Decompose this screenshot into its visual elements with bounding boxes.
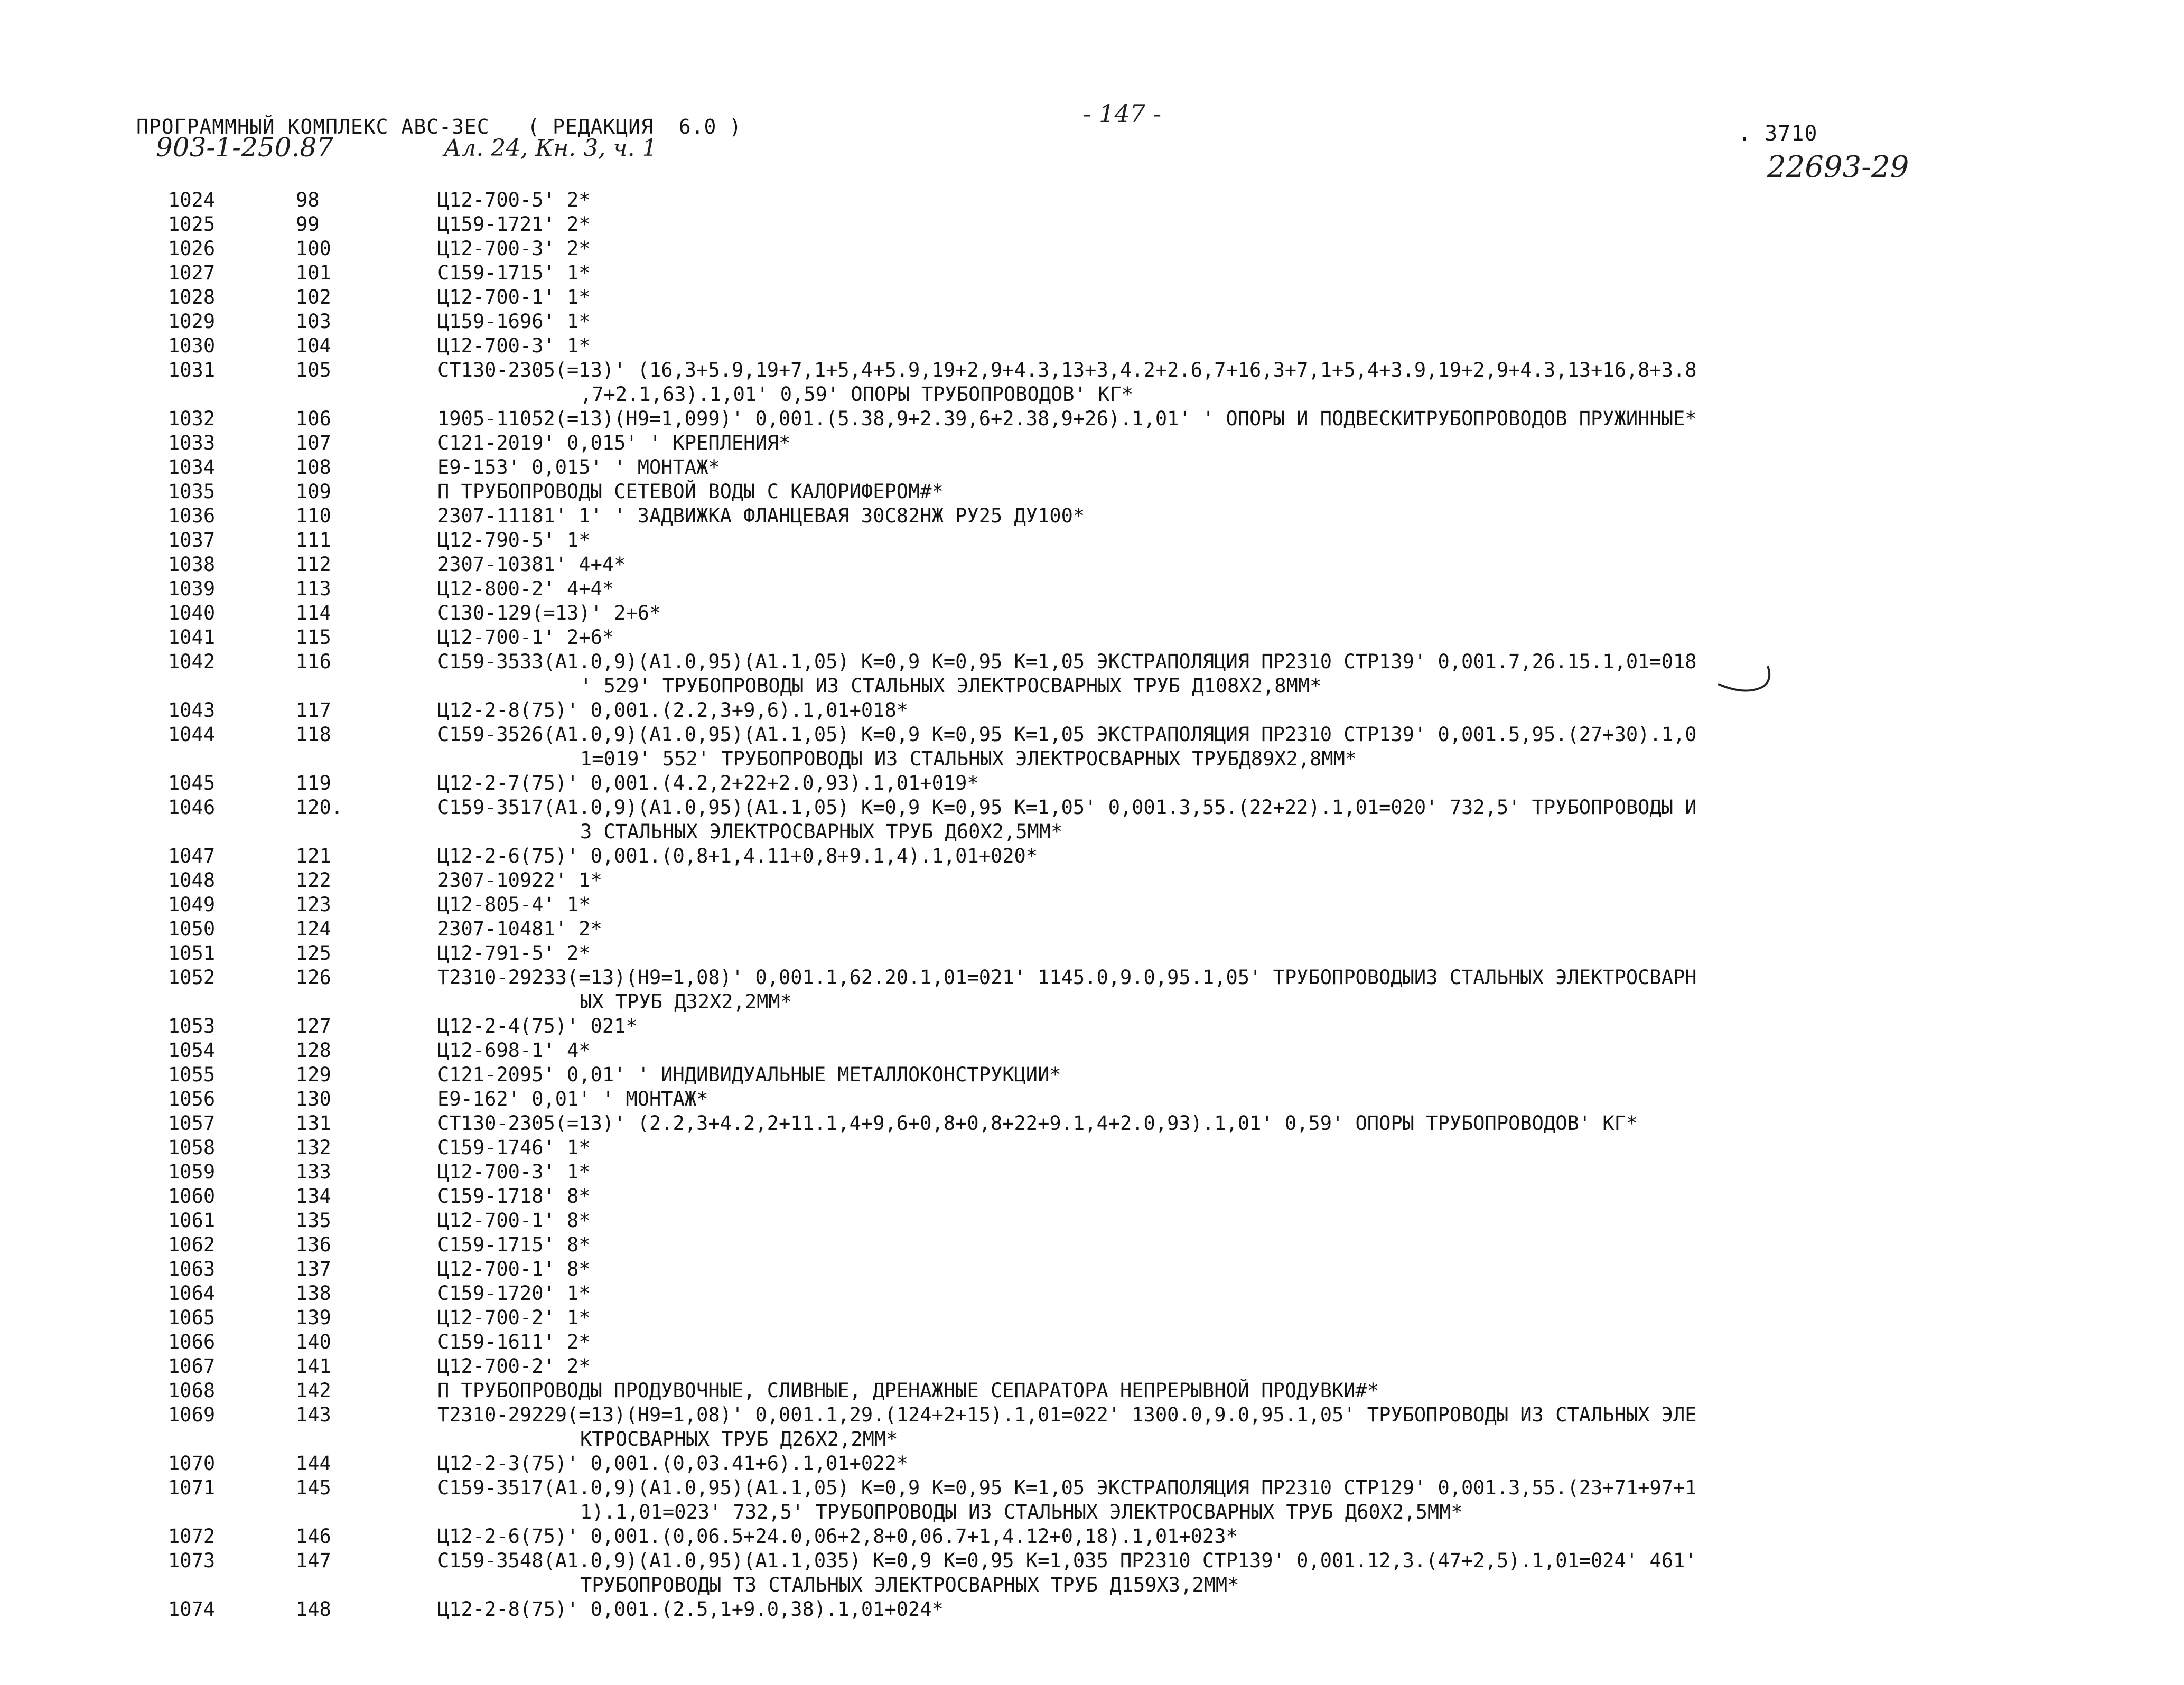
statement-line: Ц12-700-1' 2+6*	[437, 626, 614, 649]
statement-text	[437, 1549, 2022, 1597]
statement-text	[437, 553, 2022, 577]
statement-line: Е9-162' 0,01' ' МОНТАЖ*	[437, 1088, 708, 1110]
statement-text	[437, 261, 2022, 285]
line-number: 1031	[168, 359, 216, 381]
line-number: 1028	[168, 286, 216, 308]
statement-text	[437, 237, 2022, 261]
line-number: 1067	[168, 1355, 216, 1378]
listing-row	[0, 1209, 2184, 1233]
listing-row	[0, 1549, 2184, 1597]
statement-text	[437, 893, 2022, 917]
statement-line: Ц12-700-5' 2*	[437, 189, 591, 211]
line-number: 1029	[168, 310, 216, 333]
listing-row	[0, 1184, 2184, 1209]
listing-row	[0, 1306, 2184, 1330]
line-number: 1056	[168, 1088, 216, 1110]
sequence-number: 106	[296, 407, 331, 430]
listing-row	[0, 407, 2184, 431]
sequence-number: 109	[296, 480, 331, 503]
statement-text	[437, 1038, 2022, 1063]
statement-continuation: ЫХ ТРУБ Д32Х2,2ММ*	[580, 990, 792, 1013]
statement-text	[437, 625, 2022, 650]
statement-text	[437, 601, 2022, 625]
page-number: - 147 -	[1083, 99, 1162, 128]
line-number: 1026	[168, 237, 216, 260]
listing-row	[0, 553, 2184, 577]
listing-row	[0, 310, 2184, 334]
sequence-number: 131	[296, 1112, 331, 1135]
statement-text	[437, 844, 2022, 868]
sequence-number: 117	[296, 699, 331, 722]
sequence-number: 112	[296, 553, 331, 576]
line-number: 1071	[168, 1476, 216, 1499]
statement-line: С121-2019' 0,015' ' КРЕПЛЕНИЯ*	[437, 432, 791, 454]
statement-continuation: ' 529' ТРУБОПРОВОДЫ ИЗ СТАЛЬНЫХ ЭЛЕКТРОСВАРНЫХ ТРУБ Д108Х2,8ММ*	[580, 675, 1322, 697]
sequence-number: 110	[296, 504, 331, 527]
statement-line: Е9-153' 0,015' ' МОНТАЖ*	[437, 456, 720, 479]
listing-row	[0, 1330, 2184, 1354]
line-number: 1047	[168, 845, 216, 867]
statement-text	[437, 795, 2022, 844]
line-number: 1039	[168, 577, 216, 600]
line-number: 1050	[168, 918, 216, 940]
statement-line: Ц12-2-8(75)' 0,001.(2.2,3+9,6).1,01+018*	[437, 699, 909, 722]
listing-row	[0, 1257, 2184, 1281]
sequence-number: 134	[296, 1185, 331, 1207]
statement-continuation: ,7+2.1,63).1,01' 0,59' ОПОРЫ ТРУБОПРОВОДОВ' КГ*	[580, 383, 1133, 406]
statement-text	[437, 504, 2022, 528]
statement-line: С130-129(=13)' 2+6*	[437, 602, 661, 624]
sequence-number: 130	[296, 1088, 331, 1110]
statement-line: П ТРУБОПРОВОДЫ ПРОДУВОЧНЫЕ, СЛИВНЫЕ, ДРЕНАЖНЫЕ СЕПАРАТОРА НЕПРЕРЫВНОЙ ПРОДУВКИ#*	[437, 1379, 1379, 1402]
statement-text	[437, 358, 2022, 407]
line-number: 1058	[168, 1136, 216, 1159]
statement-line: 2307-10481' 2*	[437, 918, 602, 940]
listing-row	[0, 1524, 2184, 1549]
line-number: 1024	[168, 189, 216, 211]
line-number: 1043	[168, 699, 216, 722]
statement-text	[437, 966, 2022, 1014]
sequence-number: 100	[296, 237, 331, 260]
line-number: 1052	[168, 966, 216, 989]
line-number: 1074	[168, 1598, 216, 1621]
program-header: ПРОГРАММНЫЙ КОМПЛЕКС АВС-ЗЕС ( РЕДАКЦИЯ 6.0 )	[136, 115, 742, 138]
listing-row	[0, 1281, 2184, 1306]
line-number: 1069	[168, 1403, 216, 1426]
sequence-number: 113	[296, 577, 331, 600]
sequence-number: 140	[296, 1331, 331, 1353]
sequence-number: 128	[296, 1039, 331, 1062]
listing-row	[0, 237, 2184, 261]
listing-row	[0, 601, 2184, 625]
sequence-number: 142	[296, 1379, 331, 1402]
statement-line: Ц12-791-5' 2*	[437, 942, 591, 965]
statement-line: Ц12-700-3' 1*	[437, 334, 591, 357]
statement-text	[437, 917, 2022, 941]
sequence-number: 136	[296, 1233, 331, 1256]
line-number: 1034	[168, 456, 216, 479]
statement-text	[437, 1014, 2022, 1038]
line-number: 1032	[168, 407, 216, 430]
statement-text	[437, 941, 2022, 966]
line-number: 1073	[168, 1549, 216, 1572]
sequence-number: 121	[296, 845, 331, 867]
sequence-number: 124	[296, 918, 331, 940]
statement-line: Ц12-700-1' 8*	[437, 1209, 591, 1232]
statement-text	[437, 1281, 2022, 1306]
sequence-number: 107	[296, 432, 331, 454]
listing-row	[0, 868, 2184, 893]
statement-line: Ц12-790-5' 1*	[437, 529, 591, 551]
statement-line: 2307-10922' 1*	[437, 869, 602, 892]
handwritten-album: Ал. 24, Кн. 3, ч. 1	[444, 135, 657, 162]
statement-text	[437, 650, 2022, 698]
statement-line: Ц12-2-6(75)' 0,001.(0,8+1,4.11+0,8+9.1,4).1,01+020*	[437, 845, 1038, 867]
line-number: 1035	[168, 480, 216, 503]
statement-line: С159-1715' 1*	[437, 261, 591, 284]
listing-row	[0, 455, 2184, 480]
sequence-number: 141	[296, 1355, 331, 1378]
statement-line: Ц12-800-2' 4+4*	[437, 577, 614, 600]
statement-text	[437, 1354, 2022, 1379]
handwritten-mark	[1717, 663, 1775, 700]
statement-text	[437, 723, 2022, 771]
statement-line: Ц159-1696' 1*	[437, 310, 591, 333]
statement-continuation: 3 СТАЛЬНЫХ ЭЛЕКТРОСВАРНЫХ ТРУБ Д60Х2,5ММ*	[580, 820, 1063, 843]
statement-text	[437, 188, 2022, 212]
sequence-number: 145	[296, 1476, 331, 1499]
line-number: 1059	[168, 1160, 216, 1183]
listing-row	[0, 285, 2184, 310]
sequence-number: 98	[296, 189, 320, 211]
listing-row	[0, 1379, 2184, 1403]
line-number: 1030	[168, 334, 216, 357]
statement-line: С159-1611' 2*	[437, 1331, 591, 1353]
statement-line: Т2310-29229(=13)(Н9=1,08)' 0,001.1,29.(124+2+15).1,01=022' 1300.0,9.0,95.1,05' ТРУБОПРОВОДЫ ИЗ СТАЛЬНЫХ ЭЛЕ	[437, 1403, 1697, 1426]
sequence-number: 147	[296, 1549, 331, 1572]
statement-line: С159-1715' 8*	[437, 1233, 591, 1256]
sequence-number: 104	[296, 334, 331, 357]
line-number: 1057	[168, 1112, 216, 1135]
statement-line: С159-1746' 1*	[437, 1136, 591, 1159]
listing-row	[0, 723, 2184, 771]
statement-text	[437, 455, 2022, 480]
line-number: 1070	[168, 1452, 216, 1475]
line-number: 1040	[168, 602, 216, 624]
statement-line: Ц12-700-2' 1*	[437, 1306, 591, 1329]
sequence-number: 118	[296, 723, 331, 746]
sequence-number: 135	[296, 1209, 331, 1232]
listing-row	[0, 893, 2184, 917]
listing-row	[0, 966, 2184, 1014]
line-number: 1044	[168, 723, 216, 746]
statement-text	[437, 1063, 2022, 1087]
listing-row	[0, 1452, 2184, 1476]
sequence-number: 114	[296, 602, 331, 624]
line-number: 1027	[168, 261, 216, 284]
statement-text	[437, 334, 2022, 358]
statement-continuation: 1=019' 552' ТРУБОПРОВОДЫ ИЗ СТАЛЬНЫХ ЭЛЕКТРОСВАРНЫХ ТРУБД89Х2,8ММ*	[580, 747, 1357, 770]
statement-text	[437, 1087, 2022, 1111]
statement-text	[437, 1379, 2022, 1403]
statement-text	[437, 868, 2022, 893]
line-number: 1063	[168, 1258, 216, 1280]
listing-row	[0, 795, 2184, 844]
statement-text	[437, 1306, 2022, 1330]
statement-text	[437, 577, 2022, 601]
listing-row	[0, 212, 2184, 237]
line-number: 1051	[168, 942, 216, 965]
listing-row	[0, 1014, 2184, 1038]
listing-row	[0, 698, 2184, 723]
statement-text	[437, 1136, 2022, 1160]
listing-row	[0, 917, 2184, 941]
statement-line: Ц12-700-2' 2*	[437, 1355, 591, 1378]
statement-text	[437, 1524, 2022, 1549]
sequence-number: 105	[296, 359, 331, 381]
statement-text	[437, 407, 2022, 431]
sequence-number: 120.	[296, 796, 343, 819]
line-number: 1062	[168, 1233, 216, 1256]
statement-text	[437, 480, 2022, 504]
line-number: 1045	[168, 772, 216, 794]
statement-line: Т2310-29233(=13)(Н9=1,08)' 0,001.1,62.20.1,01=021' 1145.0,9.0,95.1,05' ТРУБОПРОВОДЫИЗ СТАЛЬНЫХ ЭЛЕКТРОСВАРН	[437, 966, 1697, 989]
listing-row	[0, 577, 2184, 601]
statement-continuation: КТРОСВАРНЫХ ТРУБ Д26Х2,2ММ*	[580, 1428, 898, 1450]
statement-line: Ц12-700-3' 1*	[437, 1160, 591, 1183]
statement-text	[437, 771, 2022, 795]
statement-line: Ц12-698-1' 4*	[437, 1039, 591, 1062]
statement-text	[437, 1452, 2022, 1476]
sequence-number: 132	[296, 1136, 331, 1159]
statement-line: П ТРУБОПРОВОДЫ СЕТЕВОЙ ВОДЫ С КАЛОРИФЕРОМ#*	[437, 480, 944, 503]
statement-line: СТ130-2305(=13)' (16,3+5.9,19+7,1+5,4+5.9,19+2,9+4.3,13+3,4.2+2.6,7+16,3+7,1+5,4+3.9,19+2,9+4.3,13+16,8+3.8	[437, 359, 1697, 381]
sequence-number: 102	[296, 286, 331, 308]
statement-text	[437, 285, 2022, 310]
listing-row	[0, 528, 2184, 553]
line-number: 1025	[168, 213, 216, 236]
statement-text	[437, 1403, 2022, 1452]
line-number: 1068	[168, 1379, 216, 1402]
listing-row	[0, 358, 2184, 407]
line-number: 1042	[168, 650, 216, 673]
sequence-number: 108	[296, 456, 331, 479]
line-number: 1066	[168, 1331, 216, 1353]
sequence-number: 143	[296, 1403, 331, 1426]
code-right: . 3710	[1738, 121, 1818, 146]
sequence-number: 139	[296, 1306, 331, 1329]
listing-row	[0, 1063, 2184, 1087]
sequence-number: 123	[296, 893, 331, 916]
listing-row	[0, 1403, 2184, 1452]
listing-row	[0, 504, 2184, 528]
sequence-number: 115	[296, 626, 331, 649]
line-number: 1048	[168, 869, 216, 892]
program-listing	[0, 188, 2184, 1622]
statement-text	[437, 698, 2022, 723]
listing-row	[0, 334, 2184, 358]
line-number: 1038	[168, 553, 216, 576]
listing-row	[0, 261, 2184, 285]
statement-line: 2307-11181' 1' ' ЗАДВИЖКА ФЛАНЦЕВАЯ 30С82НЖ РУ25 ДУ100*	[437, 504, 1085, 527]
sequence-number: 119	[296, 772, 331, 794]
sequence-number: 146	[296, 1525, 331, 1548]
line-number: 1046	[168, 796, 216, 819]
listing-row	[0, 1597, 2184, 1622]
line-number: 1064	[168, 1282, 216, 1305]
line-number: 1060	[168, 1185, 216, 1207]
statement-line: С159-3526(А1.0,9)(А1.0,95)(А1.1,05) К=0,9 К=0,95 К=1,05 ЭКСТРАПОЛЯЦИЯ ПР2310 СТР139' 0,001.5,95.(27+30).1,0	[437, 723, 1697, 746]
statement-line: С159-1718' 8*	[437, 1185, 591, 1207]
statement-text	[437, 431, 2022, 455]
sequence-number: 127	[296, 1015, 331, 1037]
statement-text	[437, 1111, 2022, 1136]
statement-continuation: 1).1,01=023' 732,5' ТРУБОПРОВОДЫ ИЗ СТАЛЬНЫХ ЭЛЕКТРОСВАРНЫХ ТРУБ Д60Х2,5ММ*	[580, 1501, 1463, 1523]
line-number: 1072	[168, 1525, 216, 1548]
statement-text	[437, 1160, 2022, 1184]
listing-row	[0, 1136, 2184, 1160]
statement-text	[437, 1209, 2022, 1233]
listing-row	[0, 480, 2184, 504]
line-number: 1055	[168, 1063, 216, 1086]
statement-text	[437, 310, 2022, 334]
statement-line: С159-3548(А1.0,9)(А1.0,95)(А1.1,035) К=0,9 К=0,95 К=1,035 ПР2310 СТР139' 0,001.12,3.(47+2,5).1,01=024' 461'	[437, 1549, 1697, 1572]
listing-row	[0, 1354, 2184, 1379]
sequence-number: 137	[296, 1258, 331, 1280]
line-number: 1065	[168, 1306, 216, 1329]
listing-row	[0, 1038, 2184, 1063]
listing-row	[0, 771, 2184, 795]
listing-row	[0, 625, 2184, 650]
listing-row	[0, 1111, 2184, 1136]
listing-row	[0, 941, 2184, 966]
statement-line: Ц12-2-3(75)' 0,001.(0,03.41+6).1,01+022*	[437, 1452, 909, 1475]
statement-line: Ц12-700-3' 2*	[437, 237, 591, 260]
statement-line: 1905-11052(=13)(Н9=1,099)' 0,001.(5.38,9+2.39,6+2.38,9+26).1,01' ' ОПОРЫ И ПОДВЕСКИТРУБОПРОВОДОВ ПРУЖИННЫЕ*	[437, 407, 1697, 430]
handwritten-sheet-number: 22693-29	[1767, 150, 1909, 184]
sequence-number: 129	[296, 1063, 331, 1086]
listing-row	[0, 1160, 2184, 1184]
statement-line: 2307-10381' 4+4*	[437, 553, 626, 576]
line-number: 1037	[168, 529, 216, 551]
sequence-number: 148	[296, 1598, 331, 1621]
statement-line: Ц12-2-8(75)' 0,001.(2.5,1+9.0,38).1,01+024*	[437, 1598, 944, 1621]
listing-row	[0, 431, 2184, 455]
statement-line: Ц159-1721' 2*	[437, 213, 591, 236]
statement-text	[437, 528, 2022, 553]
statement-line: Ц12-700-1' 1*	[437, 286, 591, 308]
statement-line: С159-1720' 1*	[437, 1282, 591, 1305]
statement-line: С159-3517(А1.0,9)(А1.0,95)(А1.1,05) К=0,9 К=0,95 К=1,05' 0,001.3,55.(22+22).1,01=020' 732,5' ТРУБОПРОВОДЫ И	[437, 796, 1697, 819]
sequence-number: 133	[296, 1160, 331, 1183]
listing-row	[0, 1476, 2184, 1524]
statement-text	[437, 1330, 2022, 1354]
statement-text	[437, 1184, 2022, 1209]
statement-line: С159-3533(А1.0,9)(А1.0,95)(А1.1,05) К=0,9 К=0,95 К=1,05 ЭКСТРАПОЛЯЦИЯ ПР2310 СТР139' 0,001.7,26.15.1,01=018	[437, 650, 1697, 673]
statement-text	[437, 1257, 2022, 1281]
line-number: 1036	[168, 504, 216, 527]
line-number: 1033	[168, 432, 216, 454]
listing-row	[0, 844, 2184, 868]
statement-line: Ц12-805-4' 1*	[437, 893, 591, 916]
line-number: 1053	[168, 1015, 216, 1037]
statement-text	[437, 1597, 2022, 1622]
sequence-number: 99	[296, 213, 320, 236]
sequence-number: 116	[296, 650, 331, 673]
sequence-number: 144	[296, 1452, 331, 1475]
statement-text	[437, 212, 2022, 237]
sequence-number: 125	[296, 942, 331, 965]
statement-text	[437, 1476, 2022, 1524]
sequence-number: 101	[296, 261, 331, 284]
statement-continuation: ТРУБОПРОВОДЫ ТЗ СТАЛЬНЫХ ЭЛЕКТРОСВАРНЫХ ТРУБ Д159Х3,2ММ*	[580, 1574, 1239, 1596]
sequence-number: 103	[296, 310, 331, 333]
statement-line: Ц12-2-6(75)' 0,001.(0,06.5+24.0,06+2,8+0,06.7+1,4.12+0,18).1,01+023*	[437, 1525, 1238, 1548]
line-number: 1049	[168, 893, 216, 916]
listing-row	[0, 1233, 2184, 1257]
listing-row	[0, 188, 2184, 212]
sequence-number: 138	[296, 1282, 331, 1305]
listing-row	[0, 650, 2184, 698]
sequence-number: 111	[296, 529, 331, 551]
statement-line: С121-2095' 0,01' ' ИНДИВИДУАЛЬНЫЕ МЕТАЛЛОКОНСТРУКЦИИ*	[437, 1063, 1061, 1086]
handwritten-project: 903-1-250.87	[156, 132, 333, 163]
statement-text	[437, 1233, 2022, 1257]
listing-row	[0, 1087, 2184, 1111]
statement-line: Ц12-700-1' 8*	[437, 1258, 591, 1280]
line-number: 1054	[168, 1039, 216, 1062]
statement-line: С159-3517(А1.0,9)(А1.0,95)(А1.1,05) К=0,9 К=0,95 К=1,05 ЭКСТРАПОЛЯЦИЯ ПР2310 СТР129' 0,001.3,55.(23+71+97+1	[437, 1476, 1697, 1499]
line-number: 1061	[168, 1209, 216, 1232]
statement-line: Ц12-2-7(75)' 0,001.(4.2,2+22+2.0,93).1,01+019*	[437, 772, 979, 794]
statement-line: СТ130-2305(=13)' (2.2,3+4.2,2+11.1,4+9,6+0,8+0,8+22+9.1,4+2.0,93).1,01' 0,59' ОПОРЫ ТРУБОПРОВОДОВ' КГ*	[437, 1112, 1638, 1135]
line-number: 1041	[168, 626, 216, 649]
sequence-number: 126	[296, 966, 331, 989]
sequence-number: 122	[296, 869, 331, 892]
statement-line: Ц12-2-4(75)' 021*	[437, 1015, 638, 1037]
